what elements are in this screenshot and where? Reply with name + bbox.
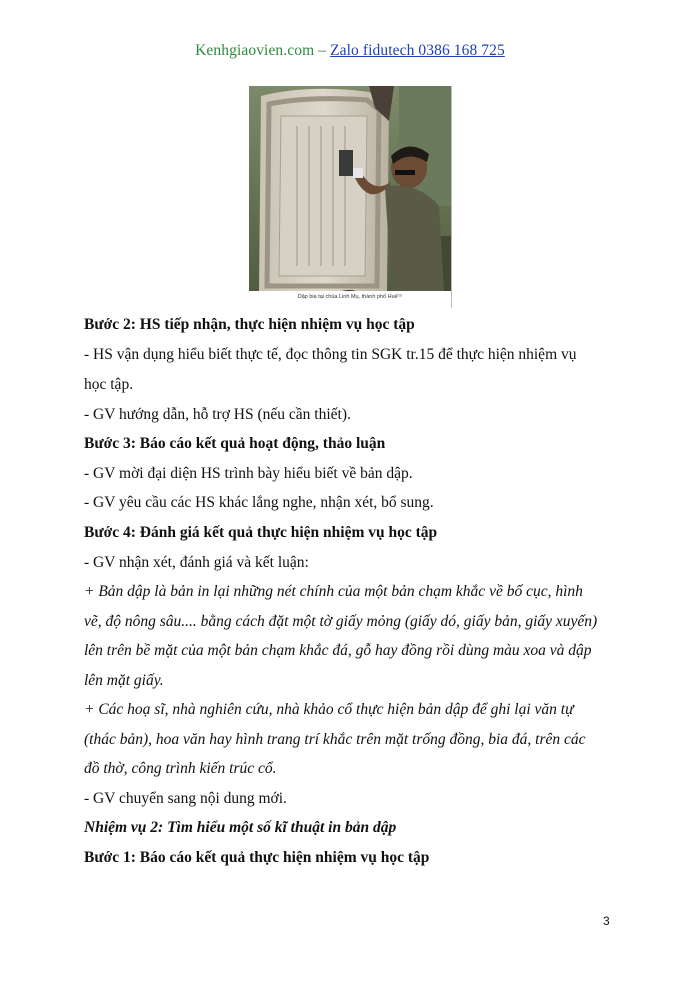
conclusion-line: vẽ, độ nông sâu.... bằng cách đặt một tờ giấy mỏng (giấy dó, giấy bản, giấy xuyến)	[84, 613, 598, 630]
conclusion-line: + Bản dập là bản in lại những nét chính của một bản chạm khắc về bố cục, hình	[84, 583, 583, 600]
step2-heading: Bước 2: HS tiếp nhận, thực hiện nhiệm vụ học tập	[84, 316, 415, 333]
paragraph-line: - GV hướng dẫn, hỗ trợ HS (nếu cần thiết).	[84, 406, 351, 423]
conclusion-line: (thác bản), hoa văn hay hình trang trí khắc trên mặt trống đồng, bia đá, trên các	[84, 731, 586, 748]
page-number: 3	[603, 914, 610, 928]
step4-heading: Bước 4: Đánh giá kết quả thực hiện nhiệm vụ học tập	[84, 524, 438, 541]
task2-heading: Nhiệm vụ 2: Tìm hiểu một số kĩ thuật in bản dập	[84, 819, 397, 836]
conclusion-line: lên mặt giấy.	[84, 672, 164, 689]
paragraph-line: - HS vận dụng hiểu biết thực tế, đọc thông tin SGK tr.15 để thực hiện nhiệm vụ	[84, 346, 577, 363]
conclusion-line: đồ thờ, công trình kiến trúc cổ.	[84, 760, 277, 777]
step3-heading: Bước 3: Báo cáo kết quả hoạt động, thảo luận	[84, 435, 386, 452]
header-site-name: Kenhgiaovien.com	[195, 42, 315, 59]
paragraph-line: - GV chuyển sang nội dung mới.	[84, 790, 287, 807]
header-separator: –	[314, 42, 331, 59]
paragraph-line: học tập.	[84, 376, 134, 393]
header-zalo-link[interactable]: Zalo fidutech 0386 168 725	[330, 42, 505, 59]
step1-heading: Bước 1: Báo cáo kết quả thực hiện nhiệm vụ học tập	[84, 849, 430, 866]
page-header	[0, 42, 700, 60]
conclusion-line: lên trên bề mặt của một bản chạm khắc đá, gỗ hay đồng rồi dùng màu xoa và dập	[84, 642, 592, 659]
paragraph-line: - GV yêu cầu các HS khác lắng nghe, nhận xét, bổ sung.	[84, 494, 434, 511]
stele-rubbing-photo	[249, 86, 452, 308]
photo-caption: Dập bia tại chùa Linh Mụ, thành phố Huế⁽¹⁾	[297, 294, 403, 300]
conclusion-line: + Các hoạ sĩ, nhà nghiên cứu, nhà khảo cổ thực hiện bản dập để ghi lại văn tự	[84, 701, 574, 718]
paragraph-line: - GV mời đại diện HS trình bày hiểu biết về bản dập.	[84, 465, 413, 482]
paragraph-line: - GV nhận xét, đánh giá và kết luận:	[84, 554, 309, 571]
